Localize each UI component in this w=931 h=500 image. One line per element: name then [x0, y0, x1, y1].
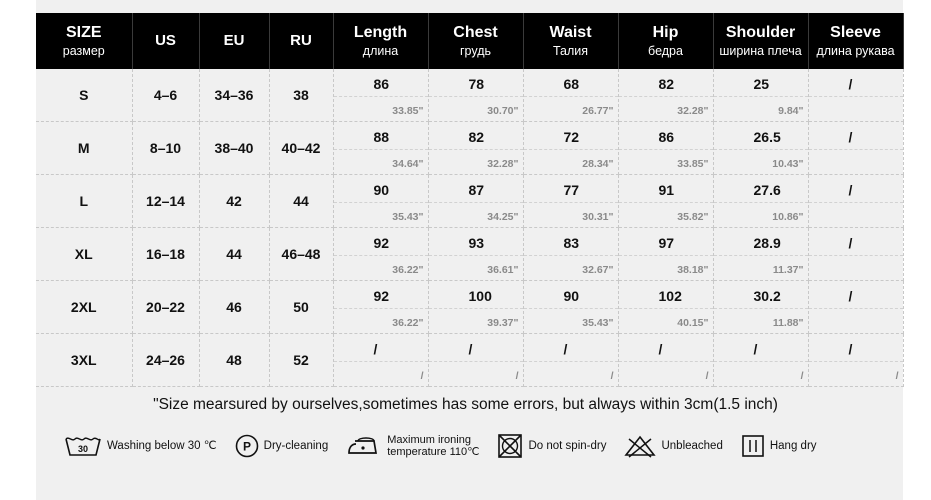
shoulder-cm-value: 26.5 — [753, 129, 781, 145]
waist-cell — [523, 334, 618, 387]
table-header-row — [36, 13, 903, 69]
chest-inch-value: 39.37" — [487, 317, 519, 329]
length-cell — [333, 334, 428, 387]
washtub-30-icon — [64, 435, 102, 457]
hip-cm-value: 91 — [658, 182, 675, 198]
cell-divider — [334, 308, 428, 309]
size-table — [36, 13, 904, 387]
cell-divider — [429, 96, 523, 97]
waist-cell — [523, 122, 618, 175]
us-cell: 20–22 — [132, 281, 199, 334]
us-cell: 8–10 — [132, 122, 199, 175]
waist-cm-value: 90 — [563, 288, 580, 304]
chest-inch-value: 32.28" — [487, 158, 519, 170]
us-cell: 16–18 — [132, 228, 199, 281]
chest-cell — [428, 175, 523, 228]
shoulder-cell — [713, 122, 808, 175]
sleeve-cell — [808, 175, 903, 228]
hip-cm-value: 86 — [658, 129, 675, 145]
hip-inch-value: / — [705, 370, 709, 382]
cell-divider — [429, 149, 523, 150]
cell-divider — [524, 96, 618, 97]
header-shoulder-en: Shoulder — [725, 23, 796, 41]
cell-divider — [714, 255, 808, 256]
care-item-dry-cleaning — [235, 434, 329, 458]
sleeve-cell — [808, 334, 903, 387]
length-inch-value: 34.64" — [392, 158, 424, 170]
care-label-dry-cleaning: Dry-cleaning — [263, 440, 329, 452]
ru-cell: 38 — [269, 69, 333, 122]
chest-cell — [428, 228, 523, 281]
cell-divider — [619, 308, 713, 309]
waist-cell — [523, 281, 618, 334]
care-label-washing: Washing below 30 ℃ — [107, 440, 217, 452]
cell-divider — [524, 255, 618, 256]
shoulder-inch-value: 9.84" — [778, 105, 804, 117]
chest-cm-value: 93 — [468, 235, 485, 251]
header-length-en: Length — [353, 23, 408, 41]
length-cm-value: 86 — [373, 76, 390, 92]
sleeve-cm-value: / — [848, 235, 853, 251]
sleeve-cell — [808, 69, 903, 122]
hip-inch-value: 32.28" — [677, 105, 709, 117]
size-cell: 3XL — [36, 334, 132, 387]
cell-divider — [809, 255, 903, 256]
eu-cell: 38–40 — [199, 122, 269, 175]
waist-cell — [523, 175, 618, 228]
cell-divider — [809, 361, 903, 362]
eu-cell: 48 — [199, 334, 269, 387]
size-cell: XL — [36, 228, 132, 281]
svg-text:30: 30 — [77, 444, 89, 454]
waist-cm-value: 68 — [563, 76, 580, 92]
cell-divider — [429, 202, 523, 203]
care-item-no-spin-dry — [497, 433, 606, 459]
header-chest-en: Chest — [453, 23, 498, 41]
header-hip — [618, 13, 713, 69]
cell-divider — [619, 255, 713, 256]
header-ru-en: RU — [290, 32, 312, 49]
hip-inch-value: 40.15" — [677, 317, 709, 329]
header-us-en: US — [155, 32, 176, 49]
cell-divider — [714, 202, 808, 203]
waist-inch-value: 28.34" — [582, 158, 614, 170]
header-waist-ru: Талия — [552, 43, 589, 58]
sleeve-cm-value: / — [848, 182, 853, 198]
header-size-ru: размер — [62, 43, 105, 58]
header-us — [132, 13, 199, 69]
cell-divider — [714, 149, 808, 150]
chest-cell — [428, 69, 523, 122]
cell-divider — [334, 96, 428, 97]
cell-divider — [429, 361, 523, 362]
ru-cell: 52 — [269, 334, 333, 387]
shoulder-cm-value: 27.6 — [753, 182, 781, 198]
length-inch-value: / — [420, 370, 424, 382]
care-label-ironing-line1: Maximum ironing — [387, 434, 471, 446]
waist-inch-value: 35.43" — [582, 317, 614, 329]
chest-cell — [428, 281, 523, 334]
waist-inch-value: 32.67" — [582, 264, 614, 276]
chest-cell — [428, 122, 523, 175]
sleeve-cell — [808, 281, 903, 334]
ru-cell: 40–42 — [269, 122, 333, 175]
sleeve-inch-value: / — [895, 370, 899, 382]
table-row — [36, 175, 903, 228]
shoulder-cm-value: 28.9 — [753, 235, 781, 251]
shoulder-inch-value: 10.43" — [772, 158, 804, 170]
table-row — [36, 228, 903, 281]
waist-cell — [523, 69, 618, 122]
shoulder-cell — [713, 228, 808, 281]
length-cell — [333, 69, 428, 122]
cell-divider — [334, 202, 428, 203]
length-cm-value: 92 — [373, 288, 390, 304]
care-label-ironing-line2: temperature 110℃ — [387, 446, 480, 458]
sleeve-cm-value: / — [848, 341, 853, 357]
chest-cm-value: 78 — [468, 76, 485, 92]
hip-cell — [618, 175, 713, 228]
length-cell — [333, 175, 428, 228]
chest-cm-value: / — [468, 341, 473, 357]
cell-divider — [429, 255, 523, 256]
length-cm-value: 88 — [373, 129, 390, 145]
cell-divider — [619, 202, 713, 203]
chest-inch-value: 30.70" — [487, 105, 519, 117]
sleeve-cm-value: / — [848, 129, 853, 145]
cell-divider — [809, 149, 903, 150]
care-item-hang-dry — [741, 434, 817, 458]
hip-cm-value: / — [658, 341, 663, 357]
ru-cell: 44 — [269, 175, 333, 228]
ru-cell: 50 — [269, 281, 333, 334]
iron-icon — [346, 435, 382, 457]
hip-cell — [618, 228, 713, 281]
cell-divider — [524, 202, 618, 203]
size-cell: S — [36, 69, 132, 122]
cell-divider — [619, 96, 713, 97]
measurement-note: "Size mearsured by ourselves,sometimes has some errors, but always within 3cm(1.5 inch) — [153, 396, 778, 413]
hip-cell — [618, 69, 713, 122]
hang-dry-icon — [741, 434, 765, 458]
shoulder-cell — [713, 175, 808, 228]
eu-cell: 44 — [199, 228, 269, 281]
shoulder-cm-value: 25 — [753, 76, 770, 92]
care-item-washing — [64, 435, 217, 457]
header-hip-ru: бедра — [648, 43, 683, 58]
sleeve-cm-value: / — [848, 76, 853, 92]
shoulder-inch-value: 11.88" — [772, 317, 804, 329]
cell-divider — [809, 202, 903, 203]
shoulder-cell — [713, 334, 808, 387]
cell-divider — [619, 149, 713, 150]
care-instructions — [64, 430, 835, 462]
size-cell: 2XL — [36, 281, 132, 334]
length-inch-value: 35.43" — [392, 211, 424, 223]
chest-inch-value: 34.25" — [487, 211, 519, 223]
header-length-ru: длина — [362, 43, 399, 58]
header-chest — [428, 13, 523, 69]
no-bleach-icon — [624, 434, 656, 458]
shoulder-cm-value: / — [753, 341, 758, 357]
us-cell: 12–14 — [132, 175, 199, 228]
table-row — [36, 69, 903, 122]
table-row — [36, 122, 903, 175]
shoulder-inch-value: / — [800, 370, 804, 382]
eu-cell: 34–36 — [199, 69, 269, 122]
length-inch-value: 36.22" — [392, 317, 424, 329]
header-eu-en: EU — [223, 32, 245, 49]
hip-cell — [618, 122, 713, 175]
dry-clean-icon — [235, 434, 259, 458]
header-chest-ru: грудь — [459, 43, 491, 58]
cell-divider — [714, 308, 808, 309]
cell-divider — [429, 308, 523, 309]
hip-cell — [618, 334, 713, 387]
header-length — [333, 13, 428, 69]
cell-divider — [334, 255, 428, 256]
shoulder-cell — [713, 281, 808, 334]
cell-divider — [524, 149, 618, 150]
header-hip-en: Hip — [652, 23, 679, 41]
cell-divider — [524, 361, 618, 362]
cell-divider — [714, 361, 808, 362]
header-shoulder — [713, 13, 808, 69]
cell-divider — [334, 361, 428, 362]
length-cm-value: 90 — [373, 182, 390, 198]
header-waist — [523, 13, 618, 69]
us-cell: 24–26 — [132, 334, 199, 387]
length-inch-value: 33.85" — [392, 105, 424, 117]
cell-divider — [809, 96, 903, 97]
waist-cm-value: 72 — [563, 129, 580, 145]
cell-divider — [809, 308, 903, 309]
waist-cm-value: 77 — [563, 182, 580, 198]
header-sleeve — [808, 13, 903, 69]
waist-cm-value: 83 — [563, 235, 580, 251]
care-label-no-spin-dry: Do not spin-dry — [528, 440, 607, 452]
no-spin-dry-icon — [497, 433, 523, 459]
header-eu — [199, 13, 269, 69]
length-cell — [333, 281, 428, 334]
length-cm-value: / — [373, 341, 378, 357]
ru-cell: 46–48 — [269, 228, 333, 281]
chest-cm-value: 100 — [468, 288, 492, 304]
header-shoulder-ru: ширина плеча — [719, 43, 802, 58]
cell-divider — [619, 361, 713, 362]
hip-cm-value: 97 — [658, 235, 675, 251]
size-cell: L — [36, 175, 132, 228]
hip-cm-value: 82 — [658, 76, 675, 92]
hip-inch-value: 33.85" — [677, 158, 709, 170]
waist-inch-value: 30.31" — [582, 211, 614, 223]
waist-cm-value: / — [563, 341, 568, 357]
waist-cell — [523, 228, 618, 281]
hip-cell — [618, 281, 713, 334]
chest-inch-value: / — [515, 370, 519, 382]
chest-cm-value: 82 — [468, 129, 485, 145]
shoulder-inch-value: 11.37" — [772, 264, 804, 276]
chest-inch-value: 36.61" — [487, 264, 519, 276]
care-label-ironing — [387, 434, 479, 458]
length-cm-value: 92 — [373, 235, 390, 251]
header-size — [36, 13, 132, 69]
chest-cell — [428, 334, 523, 387]
length-cell — [333, 122, 428, 175]
length-inch-value: 36.22" — [392, 264, 424, 276]
eu-cell: 46 — [199, 281, 269, 334]
cell-divider — [524, 308, 618, 309]
header-ru — [269, 13, 333, 69]
care-item-unbleached — [624, 434, 722, 458]
header-sleeve-ru: длина рукава — [816, 43, 895, 58]
waist-inch-value: / — [610, 370, 614, 382]
sleeve-cell — [808, 228, 903, 281]
care-item-ironing — [346, 434, 479, 458]
table-row — [36, 334, 903, 387]
hip-inch-value: 38.18" — [677, 264, 709, 276]
size-cell: M — [36, 122, 132, 175]
sleeve-cell — [808, 122, 903, 175]
care-label-hang-dry: Hang dry — [769, 440, 817, 452]
header-size-en: SIZE — [65, 23, 102, 41]
shoulder-inch-value: 10.86" — [772, 211, 804, 223]
sleeve-cm-value: / — [848, 288, 853, 304]
waist-inch-value: 26.77" — [582, 105, 614, 117]
svg-text:P: P — [242, 439, 251, 454]
header-sleeve-en: Sleeve — [830, 23, 881, 41]
eu-cell: 42 — [199, 175, 269, 228]
hip-cm-value: 102 — [658, 288, 682, 304]
cell-divider — [714, 96, 808, 97]
header-waist-en: Waist — [549, 23, 592, 41]
length-cell — [333, 228, 428, 281]
hip-inch-value: 35.82" — [677, 211, 709, 223]
table-row — [36, 281, 903, 334]
cell-divider — [334, 149, 428, 150]
shoulder-cm-value: 30.2 — [753, 288, 781, 304]
chest-cm-value: 87 — [468, 182, 485, 198]
care-label-unbleached: Unbleached — [661, 440, 723, 452]
shoulder-cell — [713, 69, 808, 122]
us-cell: 4–6 — [132, 69, 199, 122]
